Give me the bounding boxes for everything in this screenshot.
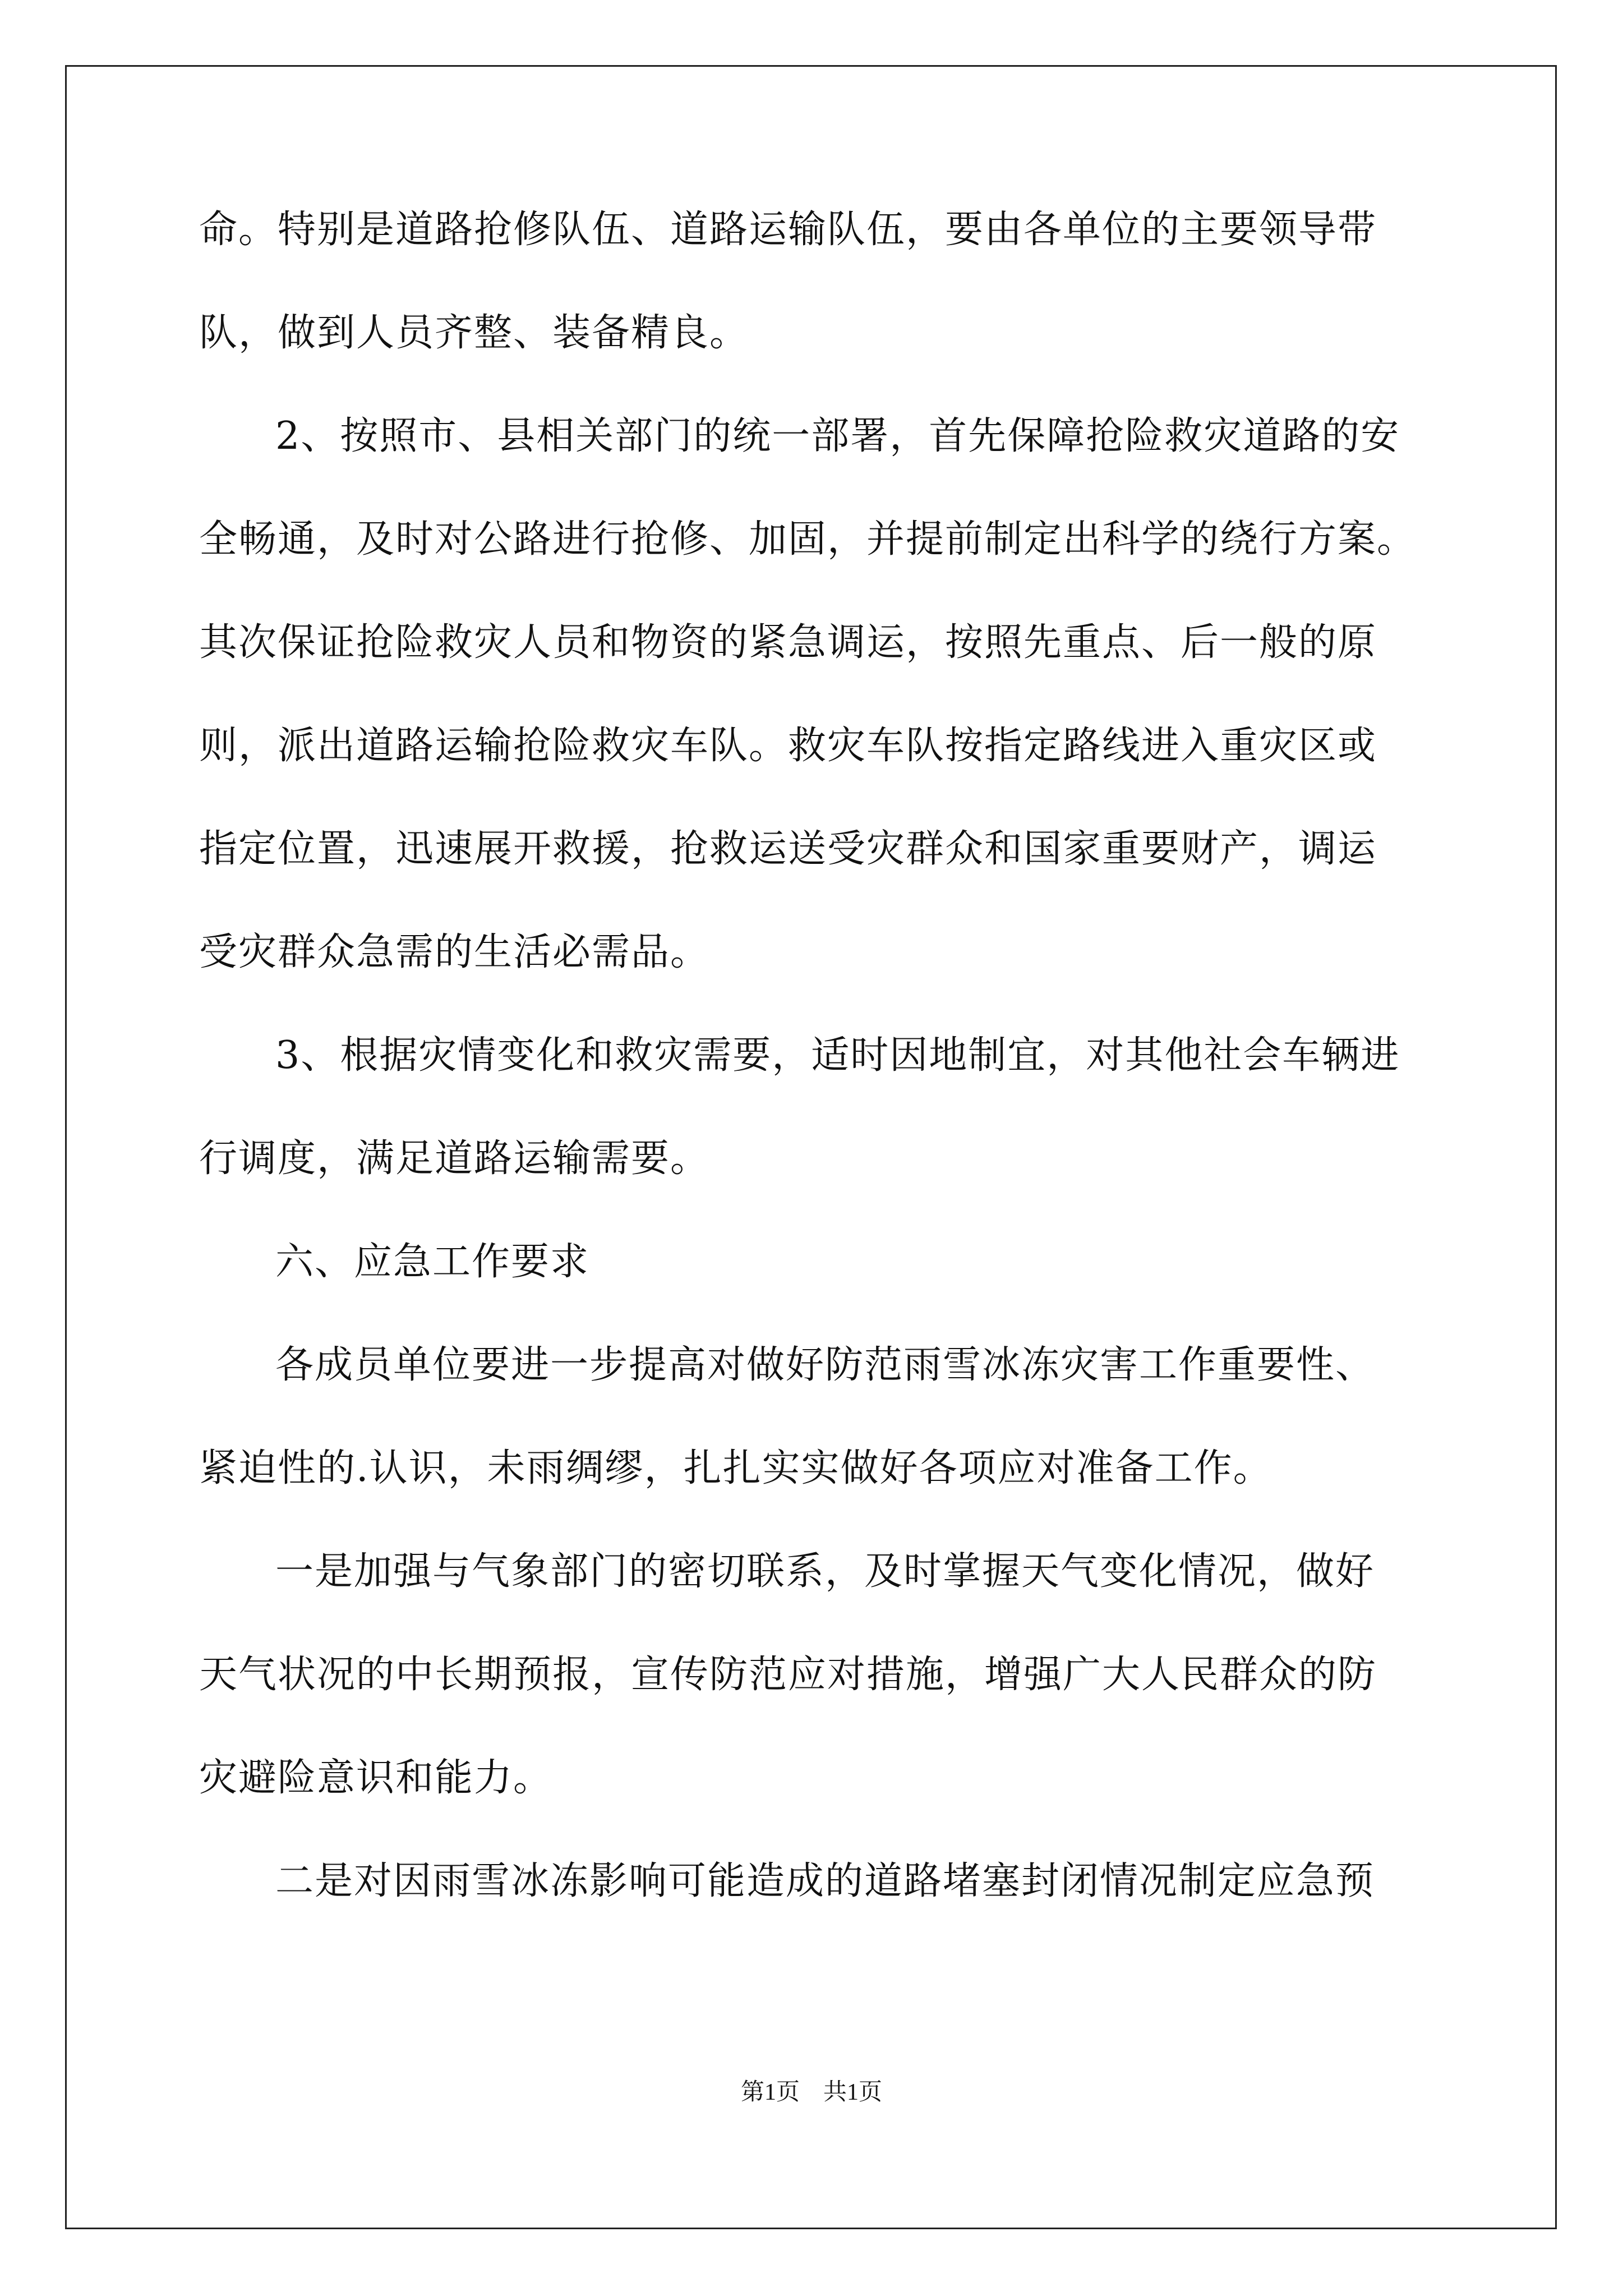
text-line: 队，做到人员齐整、装备精良。 — [199, 311, 749, 355]
text-line: 各成员单位要进一步提高对做好防范雨雪冰冻灾害工作重要性、 — [275, 1343, 1375, 1387]
page-number: 第1页 共1页 — [740, 2079, 882, 2105]
section-heading: 六、应急工作要求 — [275, 1240, 590, 1284]
text-line: 天气状况的中长期预报，宣传防范应对措施，增强广大人民群众的防 — [199, 1653, 1377, 1697]
text-line: 二是对因雨雪冰冻影响可能造成的道路堵塞封闭情况制定应急预 — [275, 1859, 1375, 1903]
text-line: 命。特别是道路抢修队伍、道路运输队伍，要由各单位的主要领导带 — [199, 208, 1377, 252]
text-line: 行调度，满足道路运输需要。 — [199, 1137, 710, 1181]
text-line: 受灾群众急需的生活必需品。 — [199, 930, 710, 974]
text-line: 则，派出道路运输抢险救灾车队。救灾车队按指定路线进入重灾区或 — [199, 724, 1377, 768]
text-line: 其次保证抢险救灾人员和物资的紧急调运，按照先重点、后一般的原 — [199, 620, 1377, 665]
text-line: 2、按照市、县相关部门的统一部署，首先保障抢险救灾道路的安 — [275, 414, 1400, 458]
text-line: 灾避险意识和能力。 — [199, 1756, 553, 1800]
text-line: 一是加强与气象部门的密切联系，及时掌握天气变化情况，做好 — [275, 1549, 1375, 1594]
text-line: 3、根据灾情变化和救灾需要，适时因地制宜，对其他社会车辆进 — [275, 1033, 1400, 1078]
text-line: 指定位置，迅速展开救援，抢救运送受灾群众和国家重要财产，调运 — [199, 827, 1377, 871]
text-line: 全畅通，及时对公路进行抢修、加固，并提前制定出科学的绕行方案。 — [199, 517, 1417, 562]
text-line: 紧迫性的.认识，未雨绸缪，扎扎实实做好各项应对准备工作。 — [199, 1446, 1272, 1490]
